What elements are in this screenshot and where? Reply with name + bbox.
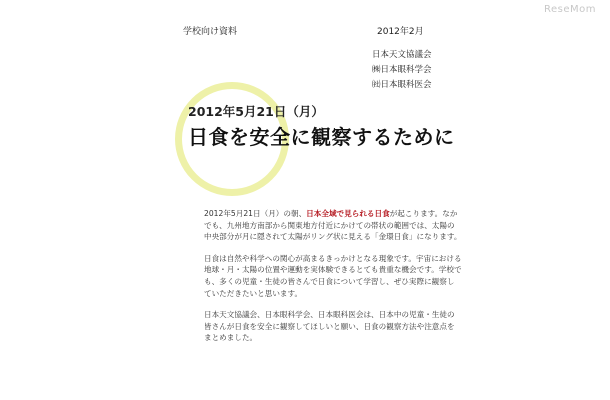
paragraph-1-rest: が起こります。なかでも、九州地方南部から関東地方付近にかけての帯状の範囲では、太陽の中央部分が月に隠されて太陽がリング状に見える「金環日食」になります。	[204, 209, 462, 242]
paragraph-1	[204, 208, 462, 243]
paragraph-2: 日食は自然や科学への関心が高まるきっかけとなる現象です。宇宙における地球・月・太陽の位置や運動を実体験できるとても貴重な機会です。学校でも、多くの児童・生徒の皆さんで日食について学習し、ぜひ実際に観察していただきたいと思います。	[204, 253, 462, 298]
issuer-item: 日本天文協議会	[372, 50, 432, 60]
highlight-text: 日本全域で見られる日食	[306, 209, 390, 218]
page-title: 日食を安全に観察するために	[188, 125, 455, 149]
document-type-label: 学校向け資料	[183, 27, 238, 37]
paragraph-3: 日本天文協議会、日本眼科学会、日本眼科医会は、日本中の児童・生徒の皆さんが日食を安全に観察してほしいと願い、日食の観察方法や注意点をまとめました。	[204, 310, 455, 343]
site-watermark: ReseMom	[543, 4, 596, 15]
body-text	[204, 208, 462, 354]
issuer-item: ㈳日本眼科医会	[372, 80, 432, 90]
issuer-list	[372, 48, 432, 93]
issuer-item: ㈱日本眼科学会	[372, 65, 432, 75]
paragraph-1-intro: 2012年5月21日（月）の朝、	[204, 209, 307, 218]
document-date: 2012年2月	[377, 27, 424, 37]
event-date: 2012年5月21日（月）	[188, 104, 324, 119]
